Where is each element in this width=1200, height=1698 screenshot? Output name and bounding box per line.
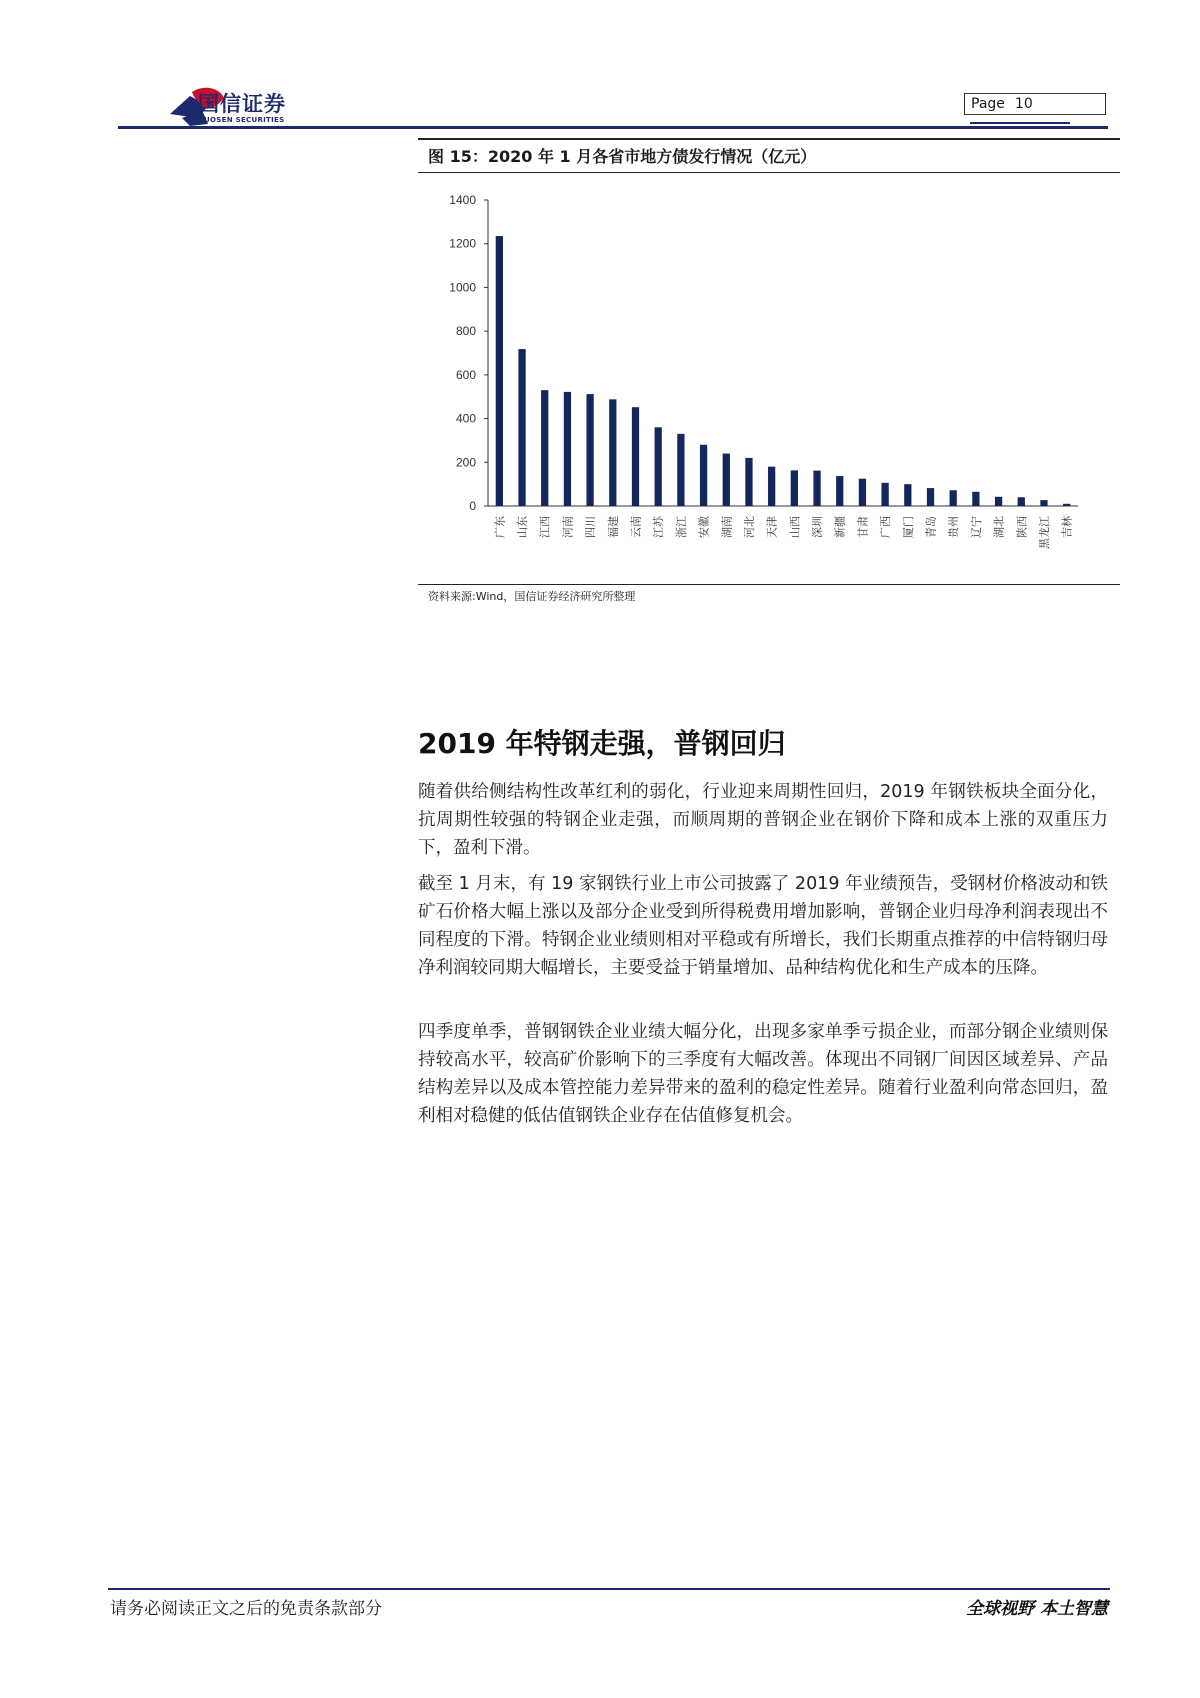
- bar-云南: [632, 407, 639, 506]
- bar-安徽: [700, 445, 707, 506]
- x-tick-label: 河南: [561, 516, 575, 538]
- bar-广东: [496, 236, 503, 506]
- paragraph-1: 随着供给侧结构性改革红利的弱化，行业迎来周期性回归，2019 年钢铁板块全面分化，抗周期性较强的特钢企业走强，而顺周期的普钢企业在钢价下降和成本上涨的双重压力下，盈利下滑。: [418, 782, 1108, 858]
- brand-name: 国信证券: [198, 92, 286, 116]
- bar-甘肃: [859, 479, 866, 506]
- x-tick-label: 厦门: [901, 516, 915, 538]
- figure-title-rule: [418, 172, 1120, 173]
- bar-山东: [518, 349, 525, 506]
- bar-深圳: [813, 471, 820, 506]
- page-indicator-underline: [970, 122, 1070, 124]
- x-tick-label: 云南: [629, 516, 643, 538]
- section-title: 2019 年特钢走强，普钢回归: [418, 727, 786, 760]
- x-tick-label: 山东: [516, 516, 530, 538]
- figure-source: 资料来源:Wind，国信证券经济研究所整理: [428, 590, 636, 603]
- header-divider: [118, 126, 1108, 129]
- y-tick-label: 0: [469, 499, 476, 513]
- paragraph-3: 四季度单季，普钢钢铁企业业绩大幅分化，出现多家单季亏损企业，而部分钢企业绩则保持较高水平，较高矿价影响下的三季度有大幅改善。体现出不同钢厂间因区域差异、产品结构差异以及成本管控能力差异带来的盈利的稳定性差异。随着行业盈利向常态回归，盈利相对稳健的低估值钢铁企业存在估值修复机会。: [418, 1022, 1108, 1126]
- figure-top-rule: [418, 138, 1120, 140]
- bar-湖南: [723, 454, 730, 506]
- x-tick-label: 广西: [879, 516, 893, 538]
- y-tick-label: 1400: [449, 193, 476, 207]
- bar-广西: [881, 483, 888, 506]
- bar-黑龙江: [1040, 500, 1047, 506]
- footer-divider: [108, 1588, 1110, 1590]
- y-tick-label: 600: [455, 367, 476, 382]
- x-tick-label: 广东: [493, 516, 507, 538]
- x-tick-label: 黑龙江: [1037, 516, 1051, 549]
- y-tick-label: 400: [455, 411, 476, 426]
- x-tick-label: 新疆: [833, 516, 847, 538]
- bar-新疆: [836, 476, 843, 506]
- bar-吉林: [1063, 504, 1070, 506]
- x-tick-label: 福建: [606, 516, 620, 538]
- page-indicator: [964, 93, 1106, 115]
- x-tick-label: 河北: [742, 516, 756, 538]
- footer-disclaimer: 请务必阅读正文之后的免责条款部分: [110, 1599, 382, 1619]
- bar-河南: [564, 392, 571, 506]
- bar-青岛: [927, 488, 934, 506]
- bar-湖北: [995, 497, 1002, 506]
- x-tick-label: 天津: [765, 516, 779, 538]
- y-tick-label: 200: [455, 455, 476, 470]
- bar-浙江: [677, 434, 684, 506]
- y-tick-label: 1200: [449, 236, 476, 251]
- x-tick-label: 吉林: [1060, 516, 1074, 538]
- bar-四川: [586, 394, 593, 506]
- x-tick-label: 贵州: [947, 516, 961, 538]
- bar-河北: [745, 458, 752, 506]
- x-tick-label: 四川: [584, 516, 598, 538]
- x-tick-label: 山西: [788, 516, 802, 538]
- bar-天津: [768, 467, 775, 506]
- footer-slogan: 全球视野 本土智慧: [966, 1599, 1108, 1619]
- bar-厦门: [904, 484, 911, 506]
- bond-issuance-bar-chart: [418, 180, 1120, 580]
- page-label: Page: [971, 96, 1005, 112]
- x-tick-label: 青岛: [924, 516, 938, 538]
- bar-辽宁: [972, 492, 979, 506]
- figure-bottom-rule: [418, 584, 1120, 585]
- x-tick-label: 深圳: [811, 516, 825, 538]
- bar-陕西: [1018, 497, 1025, 506]
- x-tick-label: 安徽: [697, 516, 711, 538]
- x-tick-label: 甘肃: [856, 516, 870, 538]
- bar-山西: [791, 470, 798, 506]
- figure-title: 图 15：2020 年 1 月各省市地方债发行情况（亿元）: [428, 147, 817, 166]
- y-tick-label: 1000: [449, 280, 476, 295]
- x-tick-label: 辽宁: [969, 516, 983, 538]
- bar-江西: [541, 390, 548, 506]
- paragraph-2: 截至 1 月末，有 19 家钢铁行业上市公司披露了 2019 年业绩预告，受钢材价格波动和铁矿石价格大幅上涨以及部分企业受到所得税费用增加影响，普钢企业归母净利润表现出不同程度的下滑。特钢企业业绩则相对平稳或有所增长，我们长期重点推荐的中信特钢归母净利润较同期大幅增长，主要受益于销量增加、品种结构优化和生产成本的压降。: [418, 874, 1108, 978]
- brand-subtitle: GUOSEN SECURITIES: [198, 116, 285, 124]
- x-tick-label: 浙江: [674, 516, 688, 538]
- x-tick-label: 江苏: [652, 516, 666, 538]
- bar-福建: [609, 399, 616, 506]
- x-tick-label: 江西: [538, 516, 552, 538]
- bar-贵州: [950, 490, 957, 506]
- x-tick-label: 陕西: [1015, 516, 1029, 538]
- x-tick-label: 湖南: [720, 516, 734, 538]
- bar-江苏: [655, 427, 662, 506]
- y-tick-label: 800: [455, 324, 476, 339]
- page-number: 10: [1014, 96, 1033, 112]
- x-tick-label: 湖北: [992, 516, 1006, 538]
